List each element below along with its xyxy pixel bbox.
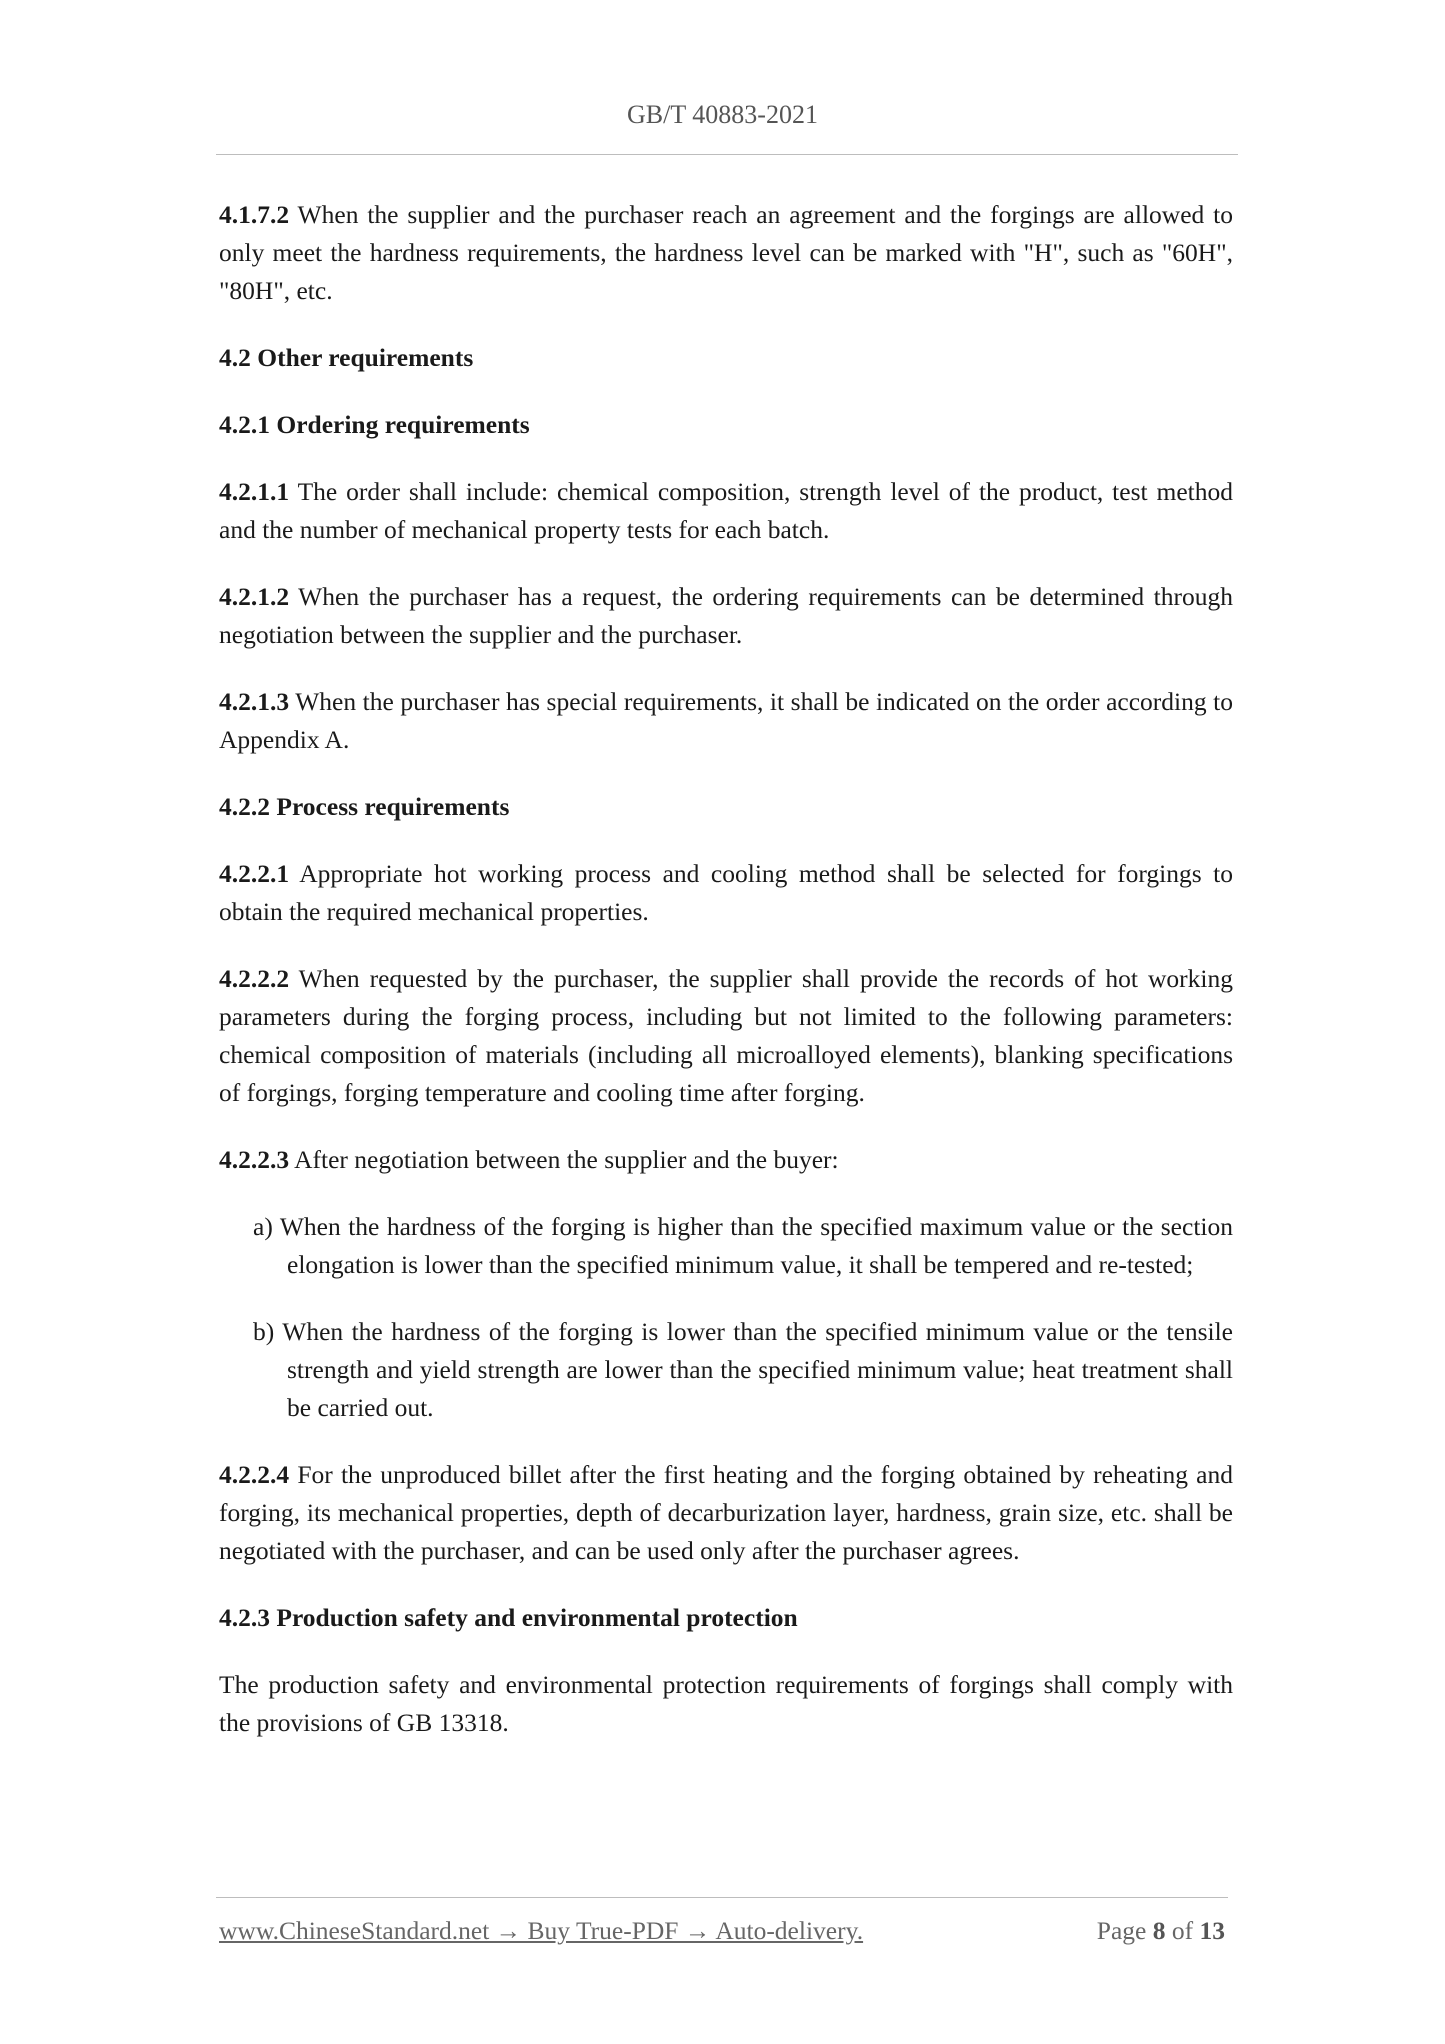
clause-paragraph [219, 473, 1233, 549]
clause-text: When requested by the purchaser, the supplier shall provide the records of hot working parameters during the forging process, including but not limited to the following parameters: chemical composition of materials (including all microalloyed elements), blanking specifications of forgings, forging temperature and cooling time after forging. [219, 964, 1233, 1107]
section-heading: 4.2.2 Process requirements [219, 792, 510, 821]
page-of-label: of [1171, 1916, 1194, 1945]
page-total: 13 [1199, 1916, 1225, 1945]
clause-paragraph [219, 1456, 1233, 1570]
clause-text: When the supplier and the purchaser reach an agreement and the forgings are allowed to only meet the hardness requirements, the hardness level can be marked with "H", such as "60H", "80H", etc. [219, 200, 1233, 305]
footer-divider [216, 1897, 1228, 1898]
footer-store-link[interactable]: www.ChineseStandard.net → Buy True-PDF → Auto-delivery. [219, 1916, 864, 1945]
clause-number: 4.2.2.1 [219, 859, 290, 888]
page-current: 8 [1152, 1916, 1166, 1945]
clause-paragraph [219, 960, 1233, 1112]
document-body [219, 196, 1233, 1771]
clause-paragraph [219, 1141, 1233, 1179]
clause-text: The production safety and environmental protection requirements of forgings shall comply with the provisions of GB 13318. [219, 1670, 1233, 1737]
header-divider [216, 154, 1238, 155]
clause-text: When the purchaser has special requirements, it shall be indicated on the order according to Appendix A. [219, 687, 1233, 754]
clause-text: After negotiation between the supplier and the buyer: [289, 1145, 839, 1174]
clause-paragraph [219, 683, 1233, 759]
clause-paragraph [219, 855, 1233, 931]
section-heading: 4.2.3 Production safety and environmental protection [219, 1603, 798, 1632]
clause-number: 4.2.1.2 [219, 582, 290, 611]
page-label: Page [1096, 1916, 1147, 1945]
clause-number: 4.2.1.1 [219, 477, 290, 506]
list-item: b) When the hardness of the forging is lower than the specified minimum value or the tensile strength and yield strength are lower than the specified minimum value; heat treatment shall be carried out. [253, 1317, 1233, 1422]
clause-paragraph [219, 578, 1233, 654]
clause-number: 4.2.1.3 [219, 687, 290, 716]
section-heading: 4.2.1 Ordering requirements [219, 410, 530, 439]
clause-number: 4.2.2.3 [219, 1145, 290, 1174]
clause-text: When the purchaser has a request, the ordering requirements can be determined through negotiation between the supplier and the purchaser. [219, 582, 1233, 649]
clause-number: 4.1.7.2 [219, 200, 290, 229]
clause-number: 4.2.2.2 [219, 964, 290, 993]
section-heading: 4.2 Other requirements [219, 343, 474, 372]
page-number [1097, 1916, 1225, 1946]
clause-text: Appropriate hot working process and cooling method shall be selected for forgings to obtain the required mechanical properties. [219, 859, 1233, 926]
clause-number: 4.2.2.4 [219, 1460, 290, 1489]
clause-paragraph [219, 196, 1233, 310]
clause-paragraph [219, 1666, 1233, 1742]
clause-text: The order shall include: chemical composition, strength level of the product, test method and the number of mechanical property tests for each batch. [219, 477, 1233, 544]
clause-text: For the unproduced billet after the first heating and the forging obtained by reheating and forging, its mechanical properties, depth of decarburization layer, hardness, grain size, etc. shall be negotiated with the purchaser, and can be used only after the purchaser agrees. [219, 1460, 1233, 1565]
list-item: a) When the hardness of the forging is higher than the specified maximum value or the section elongation is lower than the specified minimum value, it shall be tempered and re-tested; [253, 1212, 1233, 1279]
header-title: GB/T 40883-2021 [627, 100, 818, 129]
